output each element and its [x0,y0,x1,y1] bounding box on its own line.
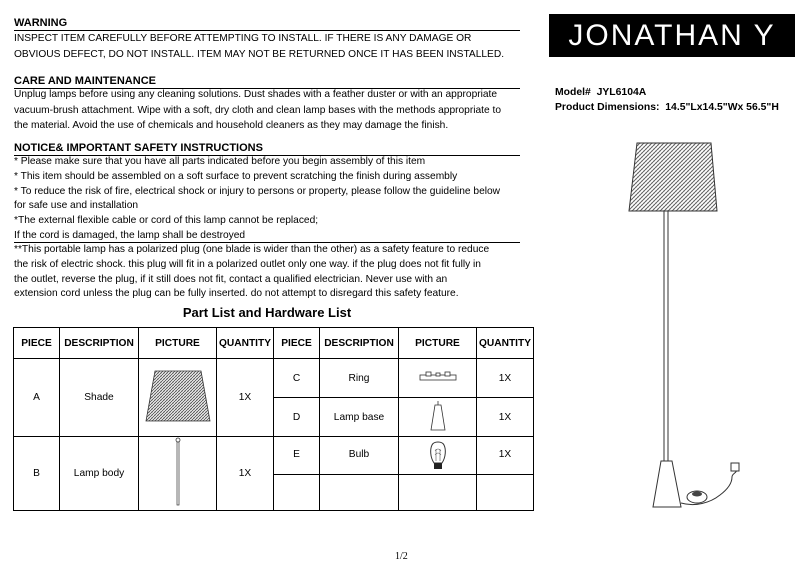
description-cell: Lamp body [60,437,139,511]
model-value: JYL6104A [596,87,647,98]
warning-line: OBVIOUS DEFECT, DO NOT INSTALL. ITEM MAY NOT BE RETURNED ONCE IT HAS BEEN INSTALLED. [14,48,505,60]
description-cell: Ring [320,359,399,398]
header-cell: DESCRIPTION [320,328,399,359]
notice-line: * This item should be assembled on a soft surface to prevent scratching the finish during assembly [14,170,458,182]
floor-lamp-illustration [600,135,760,515]
picture-cell [399,359,477,398]
plug-text [14,243,526,302]
empty-cell [399,475,477,511]
header-cell: PIECE [14,328,60,359]
notice-line: *The external flexible cable or cord of this lamp cannot be replaced; [14,215,319,227]
plug-line: extension cord unless the plug can be fully inserted. do not attempt to disregard this safety feature. [14,288,459,300]
table-row [14,359,534,398]
quantity-cell: 1X [217,437,274,511]
notice-line: * To reduce the risk of fire, electrical shock or injury to persons or property, please follow the guideline below [14,185,501,197]
shade-icon [143,367,213,425]
header-cell: QUANTITY [477,328,534,359]
dimensions-value: 14.5"Lx14.5"Wx 56.5"H [665,102,779,113]
warning-line: INSPECT ITEM CAREFULLY BEFORE ATTEMPTING TO INSTALL. IF THERE IS ANY DAMAGE OR [14,33,472,44]
brand-logo: JONATHAN Y [549,14,795,57]
picture-cell [399,437,477,475]
parts-title: Part List and Hardware List [182,305,352,320]
picture-cell [399,398,477,437]
picture-cell [139,437,217,511]
quantity-cell: 1X [477,437,534,475]
care-heading: CARE AND MAINTENANCE [14,74,520,89]
header-cell: DESCRIPTION [60,328,139,359]
piece-cell: C [274,359,320,398]
care-line: vacuum-brush attachment. Wipe with a soft, dry cloth and clean lamp bases with the methods appropriate to [14,104,501,116]
lamp-base-icon [428,400,448,432]
care-line: the material. Avoid the use of chemicals and household cleaners as they may damage the finish. [14,120,449,131]
model-line [555,86,646,100]
parts-table [13,327,534,511]
plug-line: the outlet, reverse the plug, if it still does not fit, contact a qualified electrician. Never use with an [14,273,448,285]
page-number: 1/2 [395,551,408,562]
description-cell: Shade [60,359,139,437]
header-cell: PIECE [274,328,320,359]
warning-text [14,31,526,62]
piece-cell: E [274,437,320,475]
plug-line: **This portable lamp has a polarized plug (one blade is wider than the other) as a safety feature to reduce [14,244,490,255]
dimensions-line [555,101,779,115]
dimensions-label: Product Dimensions: [555,102,660,113]
piece-cell: A [14,359,60,437]
picture-cell [139,359,217,437]
quantity-cell: 1X [477,398,534,437]
bulb-icon [428,437,448,471]
piece-cell: D [274,398,320,437]
table-header-row [14,328,534,359]
notice-line: * Please make sure that you have all parts indicated before you begin assembly of this item [14,156,426,167]
empty-cell [477,475,534,511]
header-cell: QUANTITY [217,328,274,359]
plug-line: the risk of electric shock. this plug will fit in a polarized outlet only one way. if the plug does not fit fully in [14,258,481,270]
care-line: Unplug lamps before using any cleaning solutions. Dust shades with a feather duster or with an appropriate [14,89,498,100]
description-cell: Bulb [320,437,399,475]
ring-icon [418,371,458,383]
empty-cell [274,475,320,511]
warning-heading: WARNING [14,16,520,31]
notice-text [14,155,526,244]
quantity-cell: 1X [217,359,274,437]
care-text [14,87,526,134]
empty-cell [320,475,399,511]
notice-line: for safe use and installation [14,200,139,212]
description-cell: Lamp base [320,398,399,437]
header-cell: PICTURE [399,328,477,359]
quantity-cell: 1X [477,359,534,398]
lamp-body-icon [172,437,184,507]
notice-heading: NOTICE& IMPORTANT SAFETY INSTRUCTIONS [14,141,520,156]
notice-line: If the cord is damaged, the lamp shall be destroyed [14,229,246,241]
table-row [14,437,534,475]
model-label: Model# [555,87,591,98]
header-cell: PICTURE [139,328,217,359]
piece-cell: B [14,437,60,511]
